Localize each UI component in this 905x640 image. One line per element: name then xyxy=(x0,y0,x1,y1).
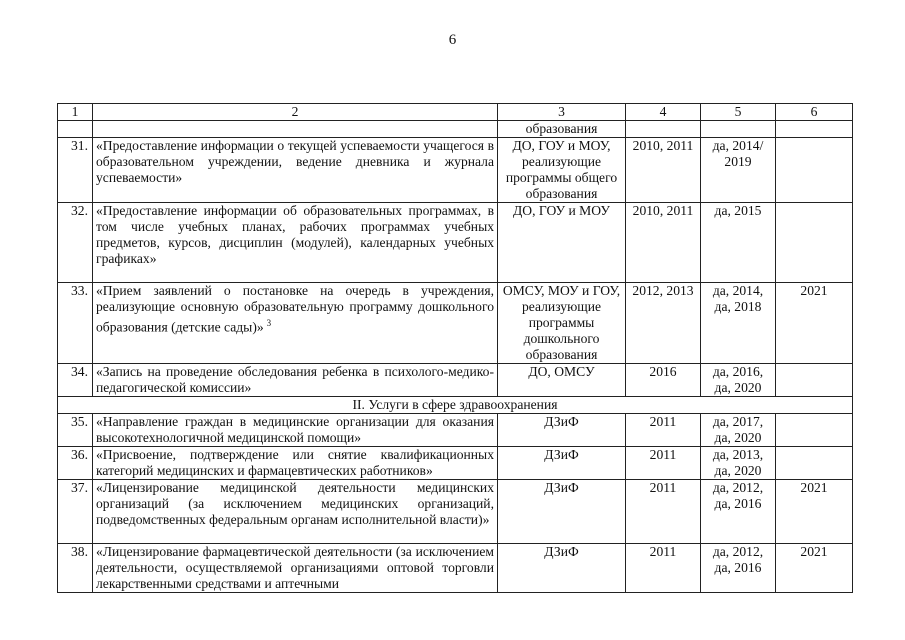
cell-org: ДЗиФ xyxy=(498,480,626,544)
cell-org: образования xyxy=(498,121,626,138)
service-name: «Присвоение, подтверждение или снятие квалификационных категорий медицинских и фармацевтических работников» xyxy=(96,447,494,478)
cell-name xyxy=(93,283,498,364)
table-body xyxy=(58,104,853,593)
cell-year: 2012, 2013 xyxy=(626,283,701,364)
cell-status: да, 2015 xyxy=(701,203,776,283)
cell-status: да, 2012, да, 2016 xyxy=(701,480,776,544)
cell-name xyxy=(93,121,498,138)
column-header: 1 xyxy=(58,104,93,121)
table-row xyxy=(58,138,853,203)
cell-year: 2010, 2011 xyxy=(626,203,701,283)
cell-status: да, 2017, да, 2020 xyxy=(701,414,776,447)
cell-extra xyxy=(776,121,853,138)
service-name: «Направление граждан в медицинские организации для оказания высокотехнологичной медицинской помощи» xyxy=(96,414,494,445)
cell-name xyxy=(93,447,498,480)
cell-num: 38. xyxy=(58,544,93,593)
cell-name xyxy=(93,414,498,447)
continuation-row xyxy=(58,121,853,138)
cell-status xyxy=(701,121,776,138)
cell-year: 2011 xyxy=(626,414,701,447)
cell-extra xyxy=(776,138,853,203)
column-header: 2 xyxy=(93,104,498,121)
section-row xyxy=(58,397,853,414)
cell-extra xyxy=(776,447,853,480)
cell-status: да, 2013, да, 2020 xyxy=(701,447,776,480)
column-header: 3 xyxy=(498,104,626,121)
cell-extra xyxy=(776,414,853,447)
cell-name xyxy=(93,364,498,397)
cell-org: ДО, ГОУ и МОУ, реализующие программы общего образования xyxy=(498,138,626,203)
cell-org: ДЗиФ xyxy=(498,447,626,480)
table-row xyxy=(58,480,853,544)
cell-org: ДО, ОМСУ xyxy=(498,364,626,397)
cell-num: 37. xyxy=(58,480,93,544)
services-table xyxy=(57,103,853,593)
cell-name xyxy=(93,544,498,593)
cell-extra: 2021 xyxy=(776,544,853,593)
cell-num: 35. xyxy=(58,414,93,447)
cell-year xyxy=(626,121,701,138)
column-header: 6 xyxy=(776,104,853,121)
cell-year: 2010, 2011 xyxy=(626,138,701,203)
table-row xyxy=(58,203,853,283)
cell-extra xyxy=(776,203,853,283)
cell-year: 2016 xyxy=(626,364,701,397)
cell-org: ОМСУ, МОУ и ГОУ, реализующие программы дошкольного образования xyxy=(498,283,626,364)
cell-num: 31. xyxy=(58,138,93,203)
cell-num xyxy=(58,121,93,138)
section-title: II. Услуги в сфере здравоохранения xyxy=(58,397,853,414)
cell-year: 2011 xyxy=(626,480,701,544)
table-row xyxy=(58,544,853,593)
table-row xyxy=(58,414,853,447)
service-name: «Прием заявлений о постановке на очередь в учреждения, реализующие основную образовательную программу дошкольного образования (детские сады)» xyxy=(96,283,494,335)
cell-org: ДО, ГОУ и МОУ xyxy=(498,203,626,283)
cell-org: ДЗиФ xyxy=(498,544,626,593)
service-name: «Лицензирование фармацевтической деятельности (за исключением деятельности, осуществляемой организациями оптовой торговли лекарственными средствами и аптечными xyxy=(96,544,494,591)
cell-num: 36. xyxy=(58,447,93,480)
cell-status: да, 2012, да, 2016 xyxy=(701,544,776,593)
column-header: 4 xyxy=(626,104,701,121)
cell-year: 2011 xyxy=(626,447,701,480)
cell-extra: 2021 xyxy=(776,480,853,544)
cell-name xyxy=(93,203,498,283)
service-name: «Предоставление информации об образовательных программах, в том числе учебных планах, рабочих программах учебных предметов, курсов, дисциплин (модулей), календарных учебных графиках» xyxy=(96,203,494,266)
cell-extra xyxy=(776,364,853,397)
service-name: «Запись на проведение обследования ребенка в психолого-медико-педагогической комиссии» xyxy=(96,364,494,395)
footnote-marker: 3 xyxy=(266,318,272,328)
column-header: 5 xyxy=(701,104,776,121)
cell-name xyxy=(93,480,498,544)
cell-org: ДЗиФ xyxy=(498,414,626,447)
service-name: «Предоставление информации о текущей успеваемости учащегося в образовательном учреждении, ведение дневника и журнала успеваемости» xyxy=(96,138,494,185)
cell-num: 34. xyxy=(58,364,93,397)
cell-name xyxy=(93,138,498,203)
cell-status: да, 2014/ 2019 xyxy=(701,138,776,203)
cell-status: да, 2014, да, 2018 xyxy=(701,283,776,364)
table-row xyxy=(58,447,853,480)
cell-status: да, 2016, да, 2020 xyxy=(701,364,776,397)
header-row xyxy=(58,104,853,121)
service-name: «Лицензирование медицинской деятельности медицинских организаций (за исключением медицинских организаций, подведомственных федеральным органам исполнительной власти)» xyxy=(96,480,494,527)
table-row xyxy=(58,283,853,364)
cell-extra: 2021 xyxy=(776,283,853,364)
cell-num: 32. xyxy=(58,203,93,283)
cell-num: 33. xyxy=(58,283,93,364)
page-number: 6 xyxy=(448,32,457,48)
cell-year: 2011 xyxy=(626,544,701,593)
table-row xyxy=(58,364,853,397)
